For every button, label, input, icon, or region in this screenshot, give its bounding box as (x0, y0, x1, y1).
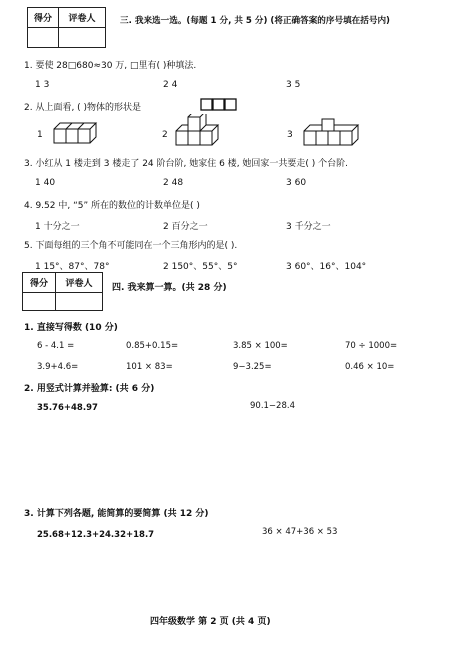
section-3-heading: 三. 我来选一选。(每题 1 分, 共 5 分) (将正确答案的序号填在括号内) (120, 16, 390, 26)
part-2-title: 2. 用竖式计算并验算: (共 6 分) (24, 384, 155, 394)
grader-label: 评卷人 (56, 273, 103, 293)
top-view-shape-icon (200, 98, 238, 112)
q4-option-3[interactable]: 3 千分之一 (286, 222, 331, 232)
score-cell[interactable] (28, 28, 59, 48)
score-cell[interactable] (23, 293, 56, 311)
question-5-stem: 5. 下面每组的三个角不可能同在一个三角形内的是( ). (24, 241, 238, 251)
q4-option-2[interactable]: 2 百分之一 (163, 222, 208, 232)
question-4-stem: 4. 9.52 中, “5” 所在的数位的计数单位是( ) (24, 201, 200, 211)
q5-option-1[interactable]: 1 15°、87°、78° (35, 262, 110, 272)
grader-cell[interactable] (59, 28, 106, 48)
q2-option-3-number[interactable]: 3 (287, 130, 293, 140)
vertical-calc-expression: 35.76+48.97 (37, 403, 98, 413)
section-4-heading: 四. 我来算一算。(共 28 分) (112, 283, 227, 293)
q4-option-1[interactable]: 1 十分之一 (35, 222, 80, 232)
score-box-section-3 (27, 7, 106, 48)
page-footer: 四年级数学 第 2 页 (共 4 页) (150, 617, 271, 627)
score-label: 得分 (28, 8, 59, 28)
mental-calc-item: 70 ÷ 1000= (345, 341, 398, 351)
simplify-expression: 36 × 47+36 × 53 (262, 527, 338, 537)
cube-figure-2-icon[interactable] (174, 114, 232, 148)
q1-option-1[interactable]: 1 3 (35, 80, 50, 90)
vertical-calc-expression: 90.1−28.4 (250, 401, 295, 411)
cube-figure-1-icon[interactable] (52, 120, 110, 146)
mental-calc-item: 6 - 4.1 = (37, 341, 75, 351)
q1-option-2[interactable]: 2 4 (163, 80, 178, 90)
grader-cell[interactable] (56, 293, 103, 311)
q3-option-1[interactable]: 1 40 (35, 178, 56, 188)
q3-option-3[interactable]: 3 60 (286, 178, 307, 188)
q5-option-2[interactable]: 2 150°、55°、5° (163, 262, 238, 272)
question-3-stem: 3. 小红从 1 楼走到 3 楼走了 24 阶台阶, 她家住 6 楼, 她回家一共要走( ) 个台阶. (24, 159, 349, 169)
simplify-expression: 25.68+12.3+24.32+18.7 (37, 530, 155, 540)
mental-calc-item: 3.85 × 100= (233, 341, 288, 351)
mental-calc-item: 3.9+4.6= (37, 362, 79, 372)
mental-calc-item: 101 × 83= (126, 362, 173, 372)
mental-calc-item: 0.85+0.15= (126, 341, 179, 351)
mental-calc-item: 9−3.25= (233, 362, 272, 372)
q1-option-3[interactable]: 3 5 (286, 80, 301, 90)
score-box-section-4 (22, 272, 103, 311)
q3-option-2[interactable]: 2 48 (163, 178, 184, 188)
q2-option-1-number[interactable]: 1 (37, 130, 43, 140)
score-label: 得分 (23, 273, 56, 293)
part-3-title: 3. 计算下列各题, 能简算的要简算 (共 12 分) (24, 509, 209, 519)
cube-figure-3-icon[interactable] (302, 118, 368, 148)
q5-option-3[interactable]: 3 60°、16°、104° (286, 262, 367, 272)
question-2-stem: 2. 从上面看, ( )物体的形状是 (24, 103, 142, 113)
part-1-title: 1. 直接写得数 (10 分) (24, 323, 118, 333)
grader-label: 评卷人 (59, 8, 106, 28)
question-1-stem: 1. 要使 28□680≈30 万, □里有( )种填法. (24, 61, 197, 71)
mental-calc-item: 0.46 × 10= (345, 362, 395, 372)
q2-option-2-number[interactable]: 2 (162, 130, 168, 140)
